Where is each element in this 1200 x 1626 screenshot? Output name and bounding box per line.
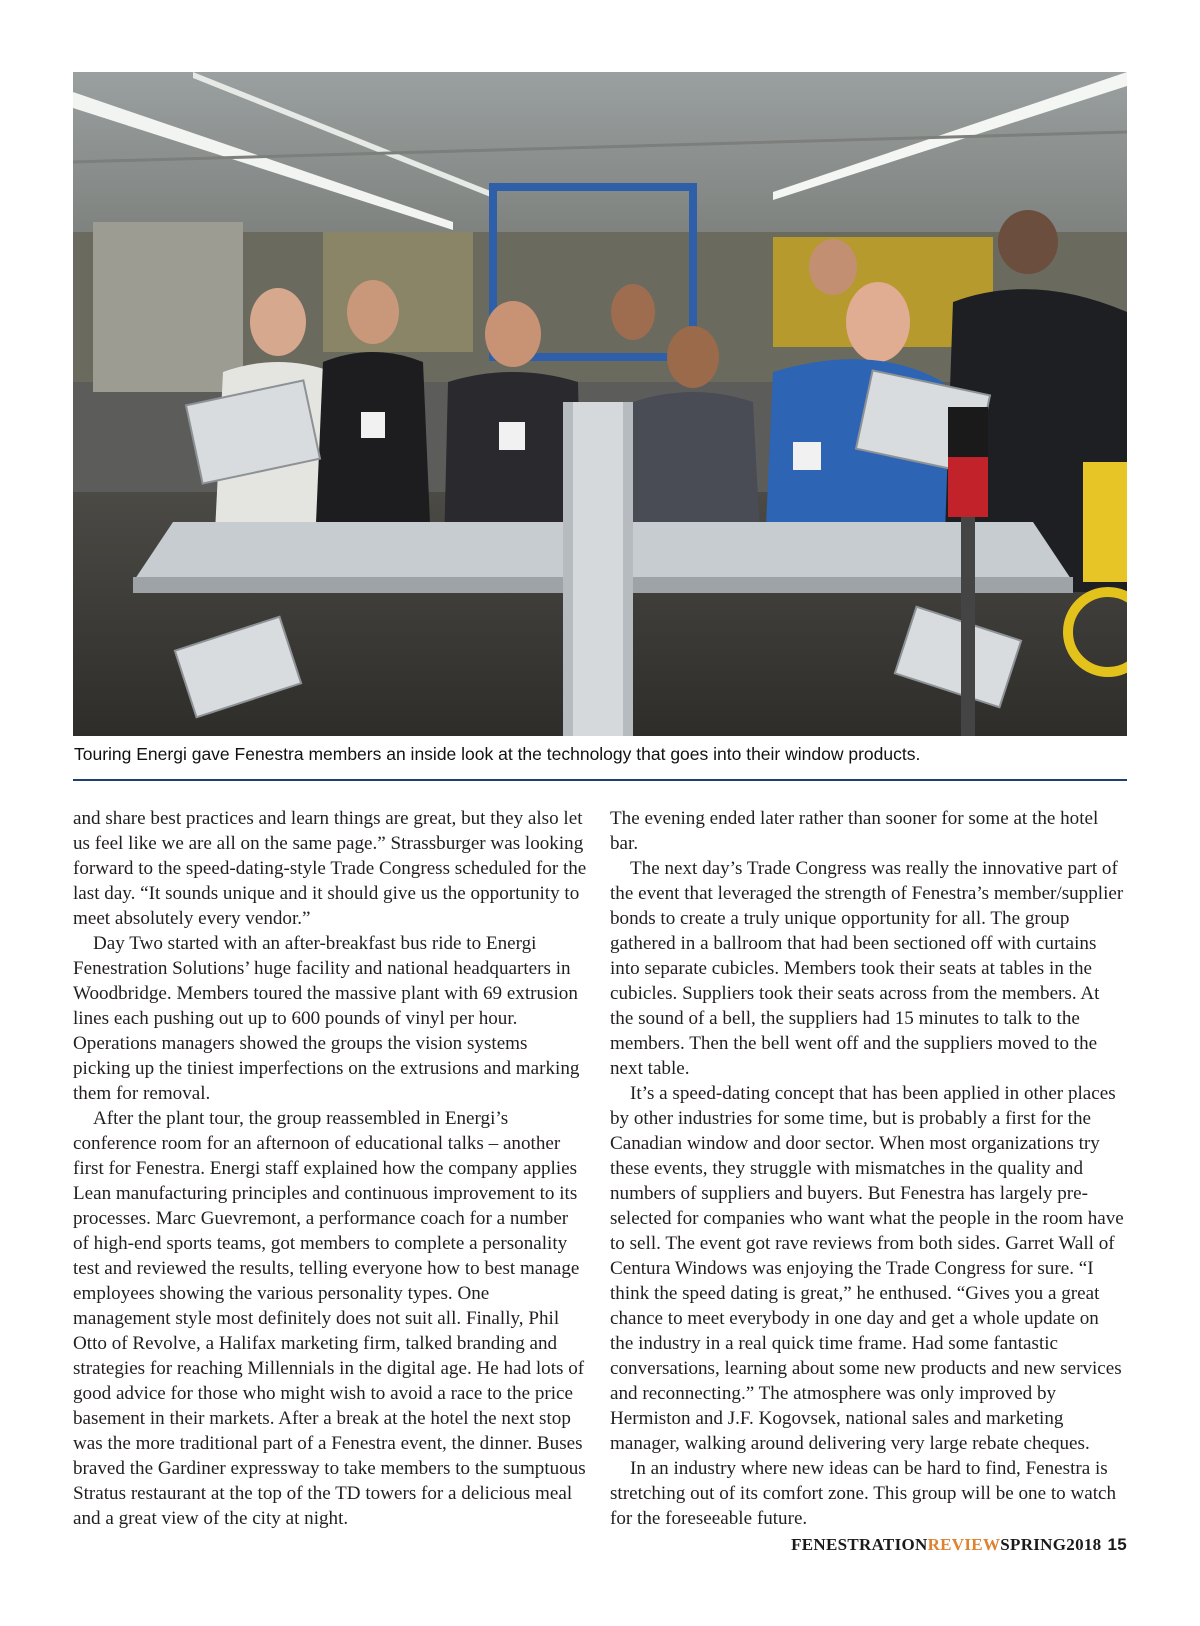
photo-caption: Touring Energi gave Fenestra members an inside look at the technology that goes into their window products. [74, 744, 921, 764]
caption-divider [73, 779, 1127, 781]
paragraph: The next day’s Trade Congress was really the innovative part of the event that leveraged the strength of Fenestra’s member/supplier bonds to create a truly unique opportunity for all. The group gathered in a ballroom that had been sectioned off with curtains into separate cubicles. Members took their seats at tables in the cubicles. Suppliers took their seats across from the members. At the sound of a bell, the suppliers had 15 minutes to talk to the members. Then the bell went off and the suppliers moved to the next table. [610, 858, 1124, 1079]
paragraph: It’s a speed-dating concept that has been applied in other places by other industries for some time, but is probably a first for the Canadian window and door sector. When most organizations try these events, they struggle with mismatches in the quality and numbers of suppliers and buyers. But Fenestra has largely pre-selected for companies who want what the people in the room have to sell. The event got rave reviews from both sides. Garret Wall of Centura Windows was enjoying the Trade Congress for sure. “I think the speed dating is great,” he enthused. “Gives you a great chance to meet everybody in one day and get a whole update on the industry in a real quick time frame. Had some fantastic conversations, learning about some new products and new services and reconnecting.” The atmosphere was only improved by Hermiston and J.F. Kogovsek, national sales and marketing manager, walking around delivering very large rebate cheques. [610, 1083, 1124, 1454]
page-number: 15 [1107, 1535, 1127, 1554]
article-left-column [73, 806, 588, 1531]
paragraph: Day Two started with an after-breakfast bus ride to Energi Fenestration Solutions’ huge facility and national headquarters in Woodbridge. Members toured the massive plant with 69 extrusion lines each pushing out up to 600 pounds of vinyl per hour. Operations managers showed the groups the vision systems picking up the tiniest imperfections on the extrusions and marking them for removal. [73, 933, 580, 1104]
issue-label: SPRING2018 [1000, 1535, 1102, 1554]
paragraph: In an industry where new ideas can be hard to find, Fenestra is stretching out of its comfort zone. This group will be one to watch for the foreseeable future. [610, 1458, 1117, 1529]
paragraph: and share best practices and learn things are great, but they also let us feel like we are all on the same page.” Strassburger was looking forward to the speed-dating-style Trade Congress scheduled for the last day. “It sounds unique and it should give us the opportunity to meet absolutely every vendor.” [73, 808, 587, 929]
paragraph: After the plant tour, the group reassembled in Energi’s conference room for an afternoon of educational talks – another first for Fenestra. Energi staff explained how the company applies Lean manufacturing principles and continuous improvement to its processes. Marc Guevremont, a performance coach for a number of high-end sports teams, got members to complete a personality test and reviewed the results, telling everyone how to best manage employees showing the various personality types. One management style most definitely does not suit all. Finally, Phil Otto of Revolve, a Halifax marketing firm, talked branding and strategies for reaching Millennials in the digital age. He had lots of good advice for those who might wish to avoid a race to the price basement in their markets. After a break at the hotel the next stop was the more traditional part of a Fenestra event, the dinner. Buses braved the Gardiner expressway to take members to the sumptuous Stratus restaurant at the top of the TD towers for a delicious meal and a great view of the city at night. [73, 1108, 586, 1529]
paragraph: The evening ended later rather than sooner for some at the hotel bar. [610, 808, 1099, 854]
magazine-name-part1: FENESTRATION [791, 1535, 928, 1554]
page-footer [791, 1535, 1127, 1555]
magazine-name-part2: REVIEW [927, 1535, 1001, 1554]
factory-tour-photo [73, 72, 1127, 736]
article-right-column [610, 806, 1125, 1531]
